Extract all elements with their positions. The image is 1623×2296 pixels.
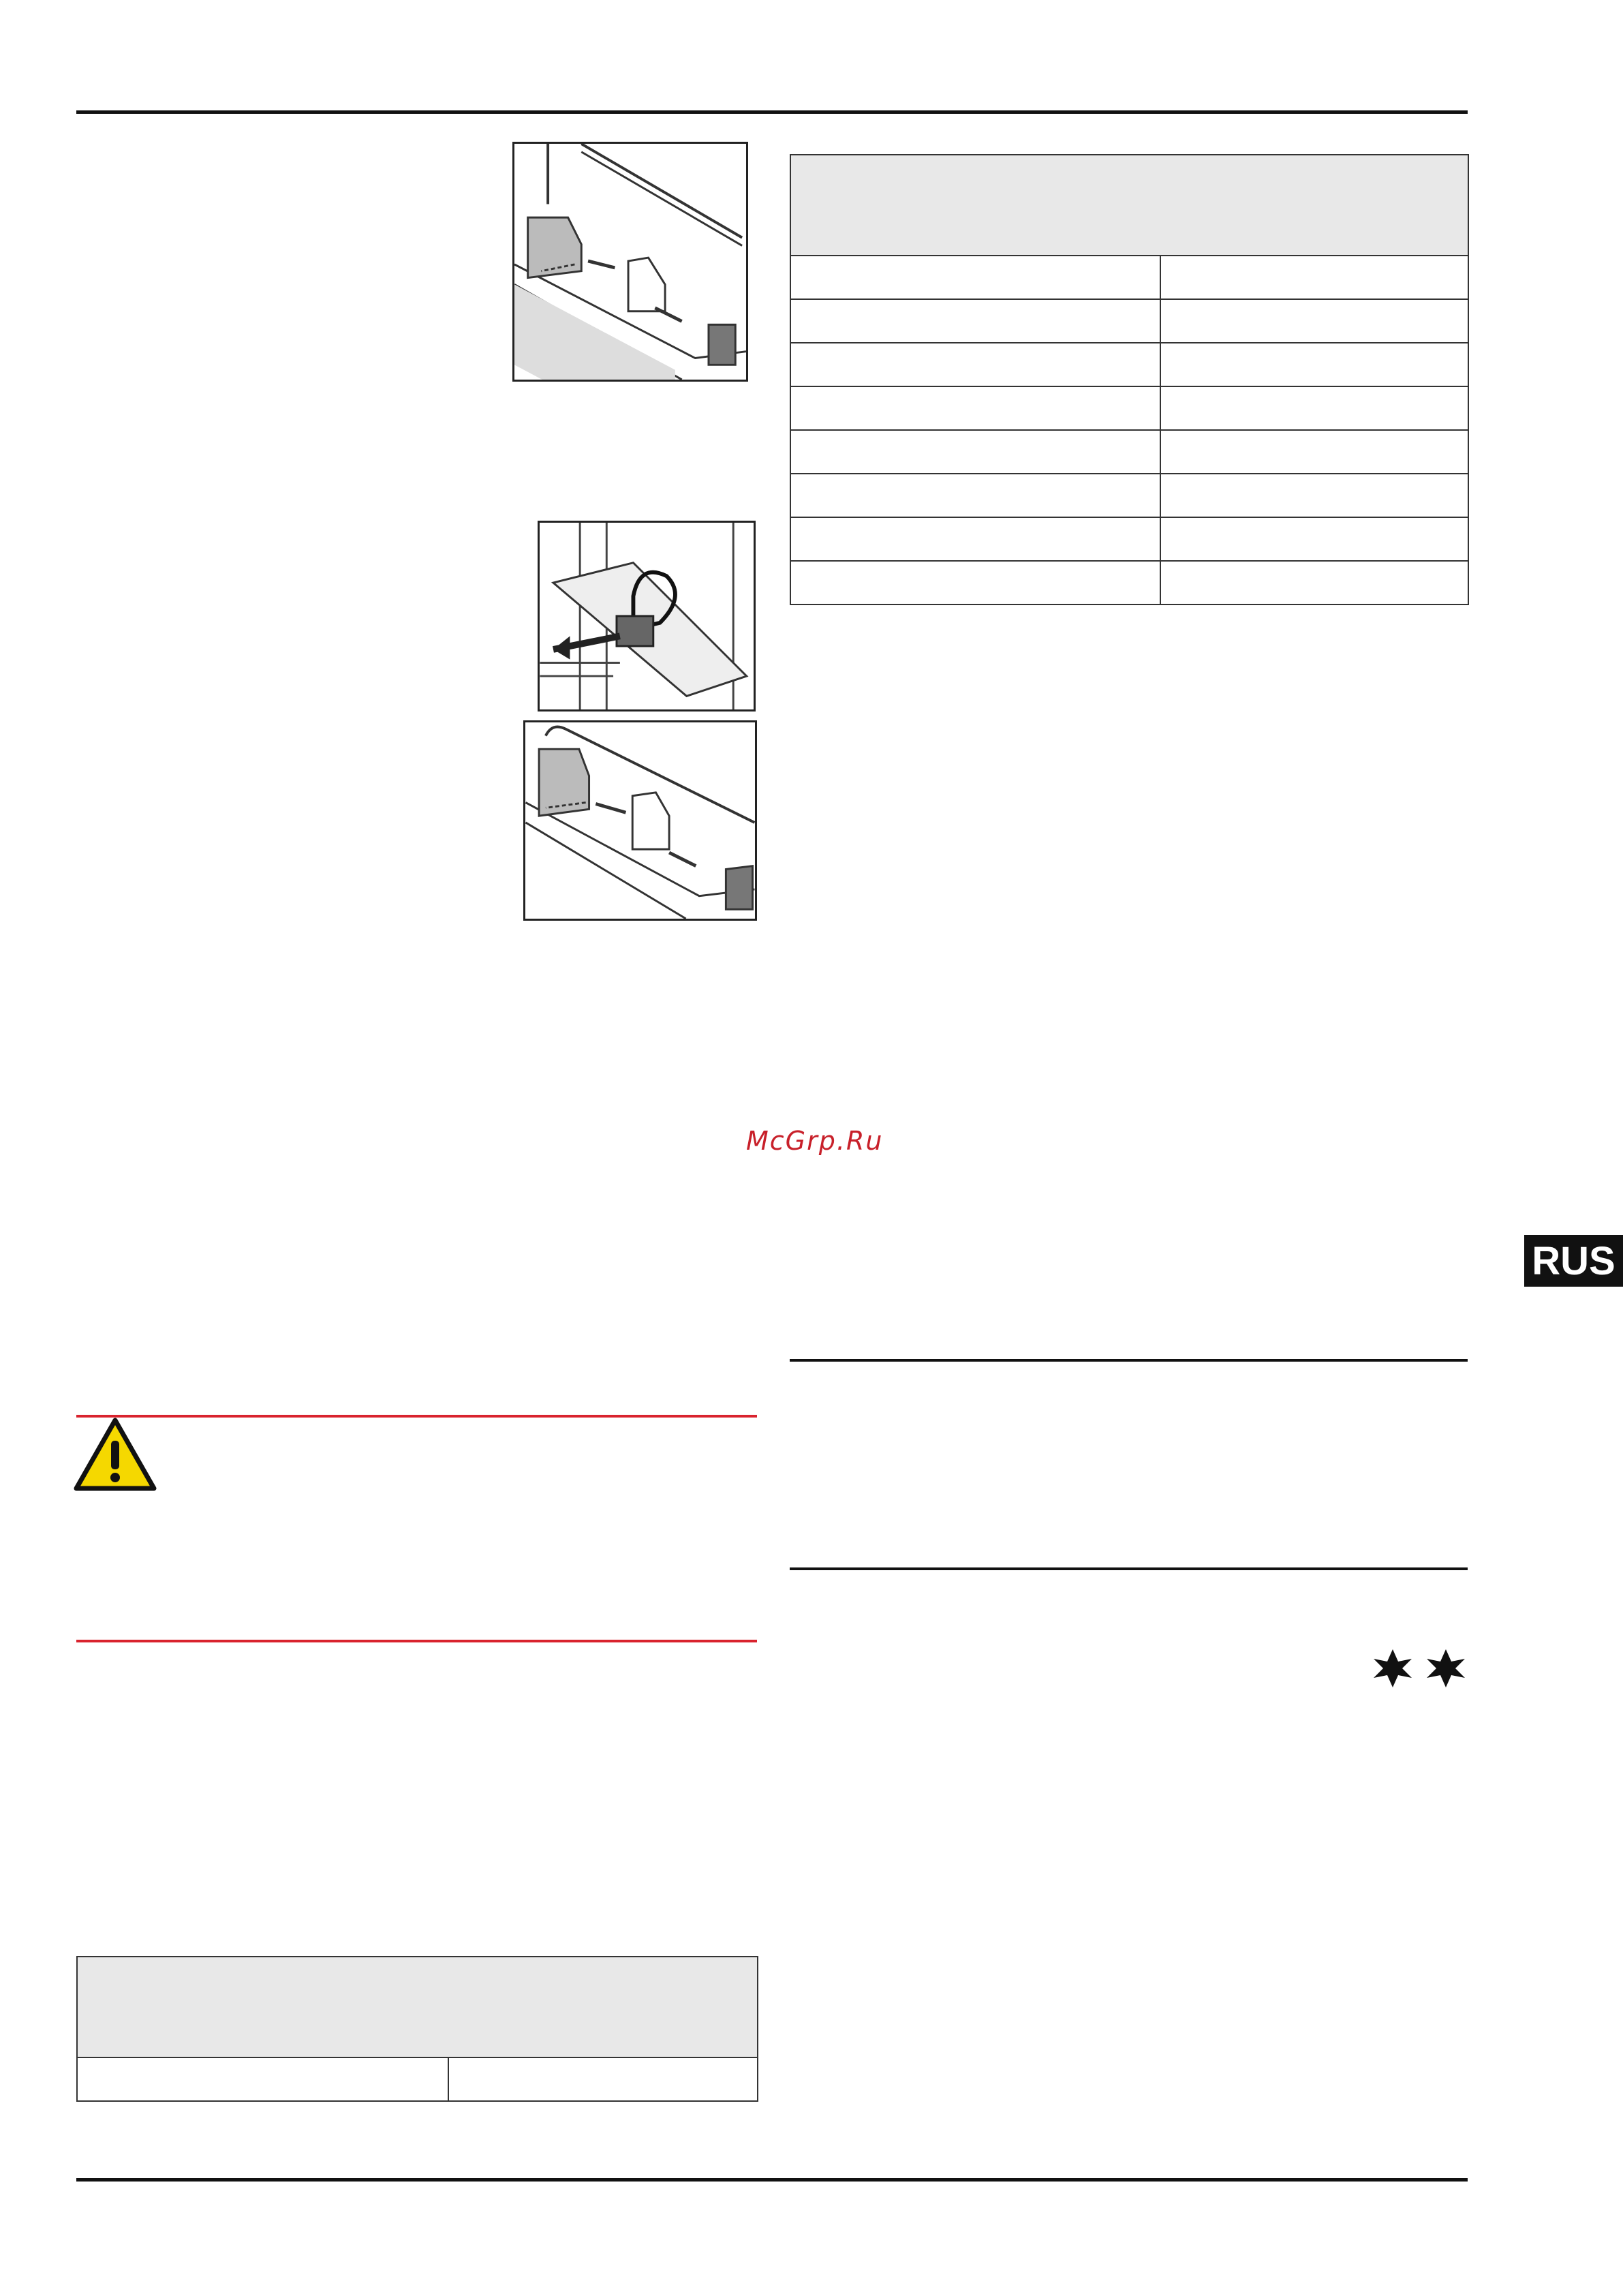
- bottom-table: [76, 1956, 758, 2102]
- page-top-rule: [76, 110, 1468, 114]
- table-row: [790, 299, 1468, 343]
- shelf-rail-drawing-2: [525, 722, 755, 919]
- table-row: [790, 343, 1468, 386]
- table-row: [790, 517, 1468, 561]
- table-header-row: [790, 155, 1468, 256]
- shelf-rail-illustration-1: [512, 142, 748, 382]
- page-bottom-rule: [76, 2178, 1468, 2182]
- table-row: [77, 2057, 758, 2101]
- warning-top-rule: [76, 1415, 757, 1418]
- section-rule-1: [790, 1359, 1468, 1362]
- section-rule-2: [790, 1567, 1468, 1570]
- table-row: [790, 386, 1468, 430]
- warning-bottom-rule: [76, 1640, 757, 1642]
- language-tab: RUS: [1524, 1235, 1623, 1287]
- door-flap-illustration: [538, 521, 756, 711]
- door-flap-drawing: [540, 523, 754, 709]
- warning-triangle-icon: [74, 1418, 157, 1493]
- specifications-table: [790, 154, 1469, 605]
- shelf-rail-drawing-1: [514, 144, 746, 380]
- shelf-rail-illustration-2: [523, 720, 757, 921]
- table-row: [790, 561, 1468, 604]
- watermark-text: McGrp.Ru: [746, 1126, 884, 1156]
- table-header-row: [77, 1957, 758, 2057]
- table-row: [790, 256, 1468, 299]
- table-row: [790, 430, 1468, 474]
- table-row: [790, 474, 1468, 517]
- two-star-freezer-icon: [1372, 1647, 1468, 1690]
